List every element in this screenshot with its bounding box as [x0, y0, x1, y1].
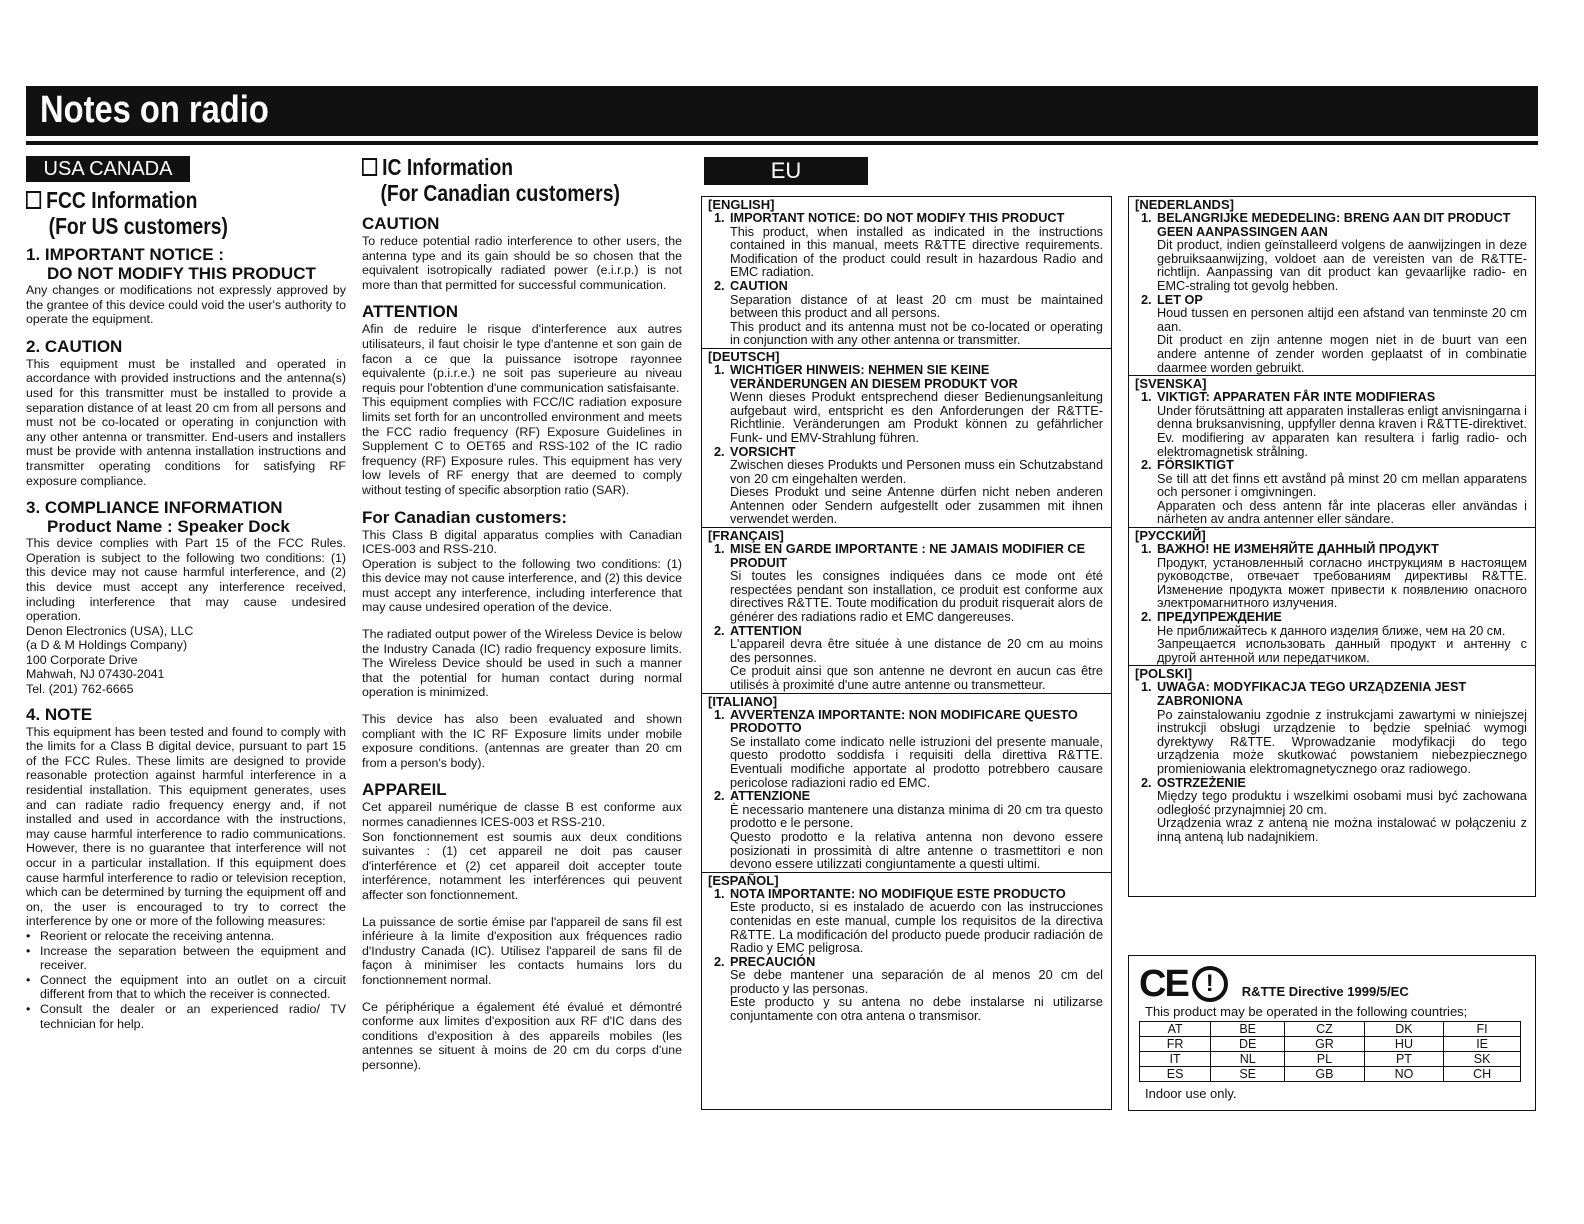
ce-mark-icon: CE	[1139, 962, 1188, 1005]
item-content	[730, 446, 1103, 528]
alert-class-icon: !	[1192, 966, 1228, 1002]
item-body: Se installato come indicato nelle istruzioni del presente manuale, questo prodotto soddisfa i requisiti della direttiva R&TTE. Eventuali modifiche apportate al prodotto potrebbero causare pericolose radiazioni radio ed EMC.	[730, 734, 1103, 790]
country-cell: DK	[1364, 1022, 1444, 1037]
appareil-body: Cet appareil numérique de classe B est conforme aux normes canadiennes ICES-003 et RSS-210.	[362, 800, 682, 829]
item-content	[730, 888, 1103, 956]
item-number: 2.	[714, 789, 725, 804]
item-number: 1.	[714, 542, 725, 557]
item-body: Este producto y su antena no debe instalarse ni utilizarse conjuntamente con otra antena o transmisor.	[730, 995, 1103, 1024]
numbered-item	[714, 956, 1103, 1024]
item-title: CAUTION	[730, 278, 788, 293]
country-row	[1140, 1037, 1521, 1052]
country-cell: NL	[1211, 1052, 1285, 1067]
item-body: Zwischen dieses Produkts und Personen muss ein Schutzabstand von 20 cm eingehalten werden.	[730, 458, 1103, 486]
item-content	[1157, 391, 1527, 459]
item-body: Under förutsättning att apparaten installeras enligt anvisningarna i denna bruksanvisning, uppfyller denna kraven i R&TTE-direktivet. Ev. modifiering av apparaten kan resultera i farlig radio- och elektromagnetisk strålning.	[1157, 403, 1527, 459]
item-number: 1.	[1141, 680, 1152, 695]
item-body: È necessario mantenere una distanza minima di 20 cm tra questo prodotto e le persone.	[730, 802, 1103, 831]
item-body: Se debe mantener una separación de al menos 20 cm del producto y las personas.	[730, 968, 1103, 996]
item-title: AVVERTENZA IMPORTANTE: NON MODIFICARE QUESTO PRODOTTO	[730, 707, 1078, 736]
list-item: • Increase the separation between the equipment and receiver.	[26, 944, 346, 973]
language-block	[1129, 543, 1535, 665]
compliance-body: This device complies with Part 15 of the FCC Rules. Operation is subject to the following two conditions: (1) this device may not cause harmful interference, and (2) this device must accept any interference received, including interference that may cause undesired operation.	[26, 536, 346, 624]
attention-body: This equipment complies with FCC/IC radiation exposure limits set forth for an uncontrolled environment and meets the FCC radio frequency (RF) Exposure Guidelines in Supplement C to OET65 and RSS-102 of the IC radio frequency (RF) Exposure rules. This equipment has very low levels of RF energy that are deemed to comply without testing of specific absorption ratio (SAR).	[362, 395, 682, 497]
appareil-body: Son fonctionnement est soumis aux deux conditions suivantes : (1) cet appareil ne doit pas causer d'interférence et (2) cet appareil doit accepter toute interférence, notamment les interférences qui peuvent affecter son fonctionnement.	[362, 829, 682, 902]
item-content	[1157, 543, 1527, 611]
fcc-column	[26, 188, 346, 1031]
note-heading: 4. NOTE	[26, 704, 93, 724]
numbered-item	[1141, 777, 1527, 845]
item-number: 2.	[1141, 458, 1152, 473]
appareil-body: Ce périphérique a également été évalué et démontré conforme aux limites d'exposition aux RF d'IC dans des conditions d'exposition à des appareils mobiles (les antennes se situent à moins de 20 cm du corps d'une personne).	[362, 999, 682, 1072]
country-cell: DE	[1211, 1037, 1285, 1052]
appareil-body: La puissance de sortie émise par l'appareil de sans fil est inférieure à la limite d'exposition aux fréquences radio d'Industry Canada (IC). Utilisez l'appareil de sans fil de façon à minimiser les contacts humains lors du fonctionnement normal.	[362, 914, 682, 987]
item-body: Ce produit ainsi que son antenne ne devront en aucun cas être utilisés à proximité d'une autre antenne ou transmetteur.	[730, 664, 1103, 692]
item-content	[1157, 294, 1527, 376]
caution-body: To reduce potential radio interference to other users, the antenna type and its gain should be so chosen that the equivalent isotropically radiated power (e.i.r.p.) is not more than that permitted for successful communication.	[362, 234, 682, 292]
item-body: This product and its antenna must not be co-located or operating in conjunction with any other antenna or transmitter.	[730, 319, 1103, 348]
item-number: 1.	[714, 886, 725, 901]
address-phone: Tel. (201) 762-6665	[26, 682, 134, 697]
measures-list	[26, 929, 346, 1031]
country-cell: ES	[1140, 1067, 1211, 1082]
language-header: [POLSKI]	[1129, 665, 1535, 681]
caution-body: This equipment must be installed and operated in accordance with provided instructions and the antenna(s) used for this transmitter must be installed to provide a separation distance of at least 20 cm from all persons and must not be co-located or operating in conjunction with any other antenna or transmitter. End-users and installers must be provide with antenna installation instructions and transmitter operating conditions for satisfying RF exposure compliance.	[26, 356, 346, 488]
item-body: Dieses Produkt und seine Antenne dürfen nicht neben anderen Antennen oder Sendern aufgestellt oder zusammen mit ihnen verwendet werden.	[730, 485, 1103, 527]
item-content	[730, 956, 1103, 1024]
numbered-item	[1141, 459, 1527, 527]
list-item: • Consult the dealer or an experienced radio/ TV technician for help.	[26, 1002, 346, 1031]
item-number: 2.	[1141, 292, 1152, 307]
header-rule	[26, 141, 1538, 145]
item-number: 2.	[714, 623, 725, 638]
address-line: (a D & M Holdings Company)	[26, 638, 188, 653]
language-block	[1129, 681, 1535, 844]
country-cell: PT	[1364, 1052, 1444, 1067]
directive-label: R&TTE Directive 1999/5/EC	[1241, 983, 1409, 999]
address-line: Mahwah, NJ 07430-2041	[26, 667, 165, 682]
item-title: MISE EN GARDE IMPORTANTE : NE JAMAIS MODIFIER CE PRODUIT	[730, 542, 1086, 570]
numbered-item	[714, 709, 1103, 791]
fcc-title: FCC Information	[26, 188, 295, 213]
item-title: ВАЖНО! НЕ ИЗМЕНЯЙТЕ ДАННЫЙ ПРОДУКТ	[1157, 542, 1439, 557]
caution-heading: 2. CAUTION	[26, 336, 123, 356]
fcc-subtitle: (For US customers)	[48, 213, 228, 239]
country-row	[1140, 1022, 1521, 1037]
item-body: Apparaten och dess antenn får inte placeras eller användas i närheten av andra antenner eller sändare.	[1157, 498, 1527, 527]
checkbox-icon	[26, 191, 41, 209]
item-content	[730, 543, 1103, 625]
appareil-heading: APPAREIL	[362, 780, 447, 800]
item-body: Este producto, si es instalado de acuerdo con las instrucciones contenidas en este manual, cumple los requisitos de la directiva R&TTE. La modificación del producto puede producir radiación de Radio y EMC peligrosa.	[730, 900, 1103, 956]
ic-subtitle: (For Canadian customers)	[380, 180, 620, 206]
item-body: Urządzenia wraz z anteną nie można instalować w połączeniu z inną anteną lub nadajnikiem.	[1157, 816, 1527, 844]
item-title: NOTA IMPORTANTE: NO MODIFIQUE ESTE PRODUCTO	[730, 886, 1066, 901]
item-body: Запрещается использовать данный продукт и антенну с другой антенной или передатчиком.	[1157, 637, 1527, 665]
language-block	[1129, 212, 1535, 375]
item-content	[730, 625, 1103, 693]
item-body: Wenn dieses Produkt entsprechend dieser Bedienungsanleitung aufgebaut wird, entspricht es den Anforderungen der R&TTE-Richtlinie. Veränderungen am Produkt können zu gefährlicher Funk- und EMV-Strahlung führen.	[730, 390, 1103, 445]
item-body: Не приближайтесь к данного изделия ближе, чем на 20 см.	[1157, 623, 1506, 638]
item-number: 1.	[1141, 390, 1152, 405]
country-cell: BE	[1211, 1022, 1285, 1037]
product-name: Product Name : Speaker Dock	[47, 517, 290, 537]
ic-column	[362, 155, 682, 1073]
item-title: FÖRSIKTIGT	[1157, 458, 1234, 473]
item-number: 2.	[714, 954, 725, 969]
checkbox-icon	[362, 158, 377, 176]
item-title: ПРЕДУПРЕЖДЕНИЕ	[1157, 610, 1282, 625]
indoor-note: Indoor use only.	[1145, 1086, 1237, 1101]
note-body: This equipment has been tested and found to comply with the limits for a Class B digital device, pursuant to part 15 of the FCC Rules. These limits are designed to provide reasonable protection against harmful interference in a residential installation. This equipment generates, uses and can radiate radio frequency energy and, if not installed and used in accordance with the instructions, may cause harmful interference to radio communications. However, there is no guarantee that interference will not occur in a particular installation. If this equipment does cause harmful interference to radio or television reception, which can be determined by turning the equipment off and on, the user is encouraged to try to correct the interference by one or more of the following measures:	[26, 724, 346, 929]
ic-title: IC Information	[362, 155, 631, 180]
language-block	[702, 543, 1111, 693]
item-number: 2.	[1141, 775, 1152, 790]
canadian-body: This device has also been evaluated and shown compliant with the IC RF Exposure limits under mobile exposure conditions. (antennas are greater than 20 cm from a person's body).	[362, 712, 682, 770]
numbered-item	[714, 625, 1103, 693]
page-title: Notes on radio	[40, 89, 269, 131]
address-line: 100 Corporate Drive	[26, 652, 138, 667]
item-body: This product, when installed as indicated in the instructions contained in this manual, meets R&TTE directive requirements. Modification of the product could result in hazardous Radio and EMC radiation.	[730, 224, 1103, 280]
eu-languages-left	[701, 196, 1112, 1110]
item-content	[1157, 459, 1527, 527]
canadian-heading: For Canadian customers:	[362, 507, 567, 527]
list-item: • Connect the equipment into an outlet on a circuit different from that to which the receiver is connected.	[26, 973, 346, 1002]
item-title: ATTENTION	[730, 623, 802, 638]
notice-body: Any changes or modifications not expressly approved by the grantee of this device could void the user's authority to operate the equipment.	[26, 283, 346, 327]
item-content	[730, 790, 1103, 872]
item-number: 1.	[1141, 542, 1152, 557]
item-body: Dit product, indien geïnstalleerd volgens de aanwijzingen in deze gebruiksaanwijzing, voldoet aan de vereisten van de R&TTE-richtlijn. Aanpassing van dit product kan gevaarlijke radio- en EMC-straling tot gevolg hebben.	[1157, 238, 1527, 293]
language-header: [ITALIANO]	[702, 693, 1111, 709]
item-content	[730, 364, 1103, 446]
country-cell: FI	[1444, 1022, 1521, 1037]
numbered-item	[1141, 294, 1527, 376]
item-body: Si toutes les consignes indiquées dans ce mode ont été respectées pendant son installation, ce produit est conforme aux directives R&TTE. Toute modification du produit risquerait alors de générer des radiations radio et EMC dangereuses.	[730, 569, 1103, 625]
item-title: OSTRZEŻENIE	[1157, 775, 1246, 790]
numbered-item	[1141, 543, 1527, 611]
country-cell: IT	[1140, 1052, 1211, 1067]
ce-logo-row	[1139, 964, 1409, 1004]
notice-heading: 1. IMPORTANT NOTICE :	[26, 245, 225, 264]
numbered-item	[714, 790, 1103, 872]
countries-intro: This product may be operated in the following countries;	[1145, 1004, 1468, 1019]
language-header: [РУССКИЙ]	[1129, 527, 1535, 543]
item-title: VIKTIGT: APPARATEN FÅR INTE MODIFIERAS	[1157, 390, 1436, 405]
ce-marking-box	[1128, 955, 1536, 1111]
item-content	[1157, 611, 1527, 665]
canadian-body: Operation is subject to the following two conditions: (1) this device may not cause interference, and (2) this device must accept any interference, including interference that may cause undesired operation of the device.	[362, 556, 682, 615]
numbered-item	[714, 446, 1103, 528]
caution-heading: CAUTION	[362, 214, 440, 233]
language-header: [ESPAÑOL]	[702, 872, 1111, 888]
item-body: Między tego produktu i wszelkimi osobami musi być zachowana odległość przynajmniej 20 cm.	[1157, 789, 1527, 817]
compliance-heading: 3. COMPLIANCE INFORMATION	[26, 498, 283, 518]
numbered-item	[714, 364, 1103, 446]
item-number: 1.	[714, 707, 725, 722]
item-body: Questo prodotto e la relativa antenna non devono essere posizionati in prossimità di altre antenne o trasmettitori e non devono essere utilizzati congiuntamente a questi ultimi.	[730, 829, 1103, 872]
language-header: [DEUTSCH]	[702, 348, 1111, 364]
country-cell: IE	[1444, 1037, 1521, 1052]
item-content	[1157, 681, 1527, 776]
country-cell: GB	[1285, 1067, 1365, 1082]
country-cell: FR	[1140, 1037, 1211, 1052]
item-body: Po zainstalowaniu zgodnie z instrukcjami zawartymi w niniejszej instrukcji obsługi urządzenie to będzie spełniać wymogi dyrektywy R&TTE. Wprowadzanie modyfikacji do tego urządzenia może skutkować powstaniem niebezpiecznego promieniowania elektromagnetycznego oraz radiowego.	[1157, 707, 1527, 776]
country-cell: CH	[1444, 1067, 1521, 1082]
item-title: BELANGRIJKE MEDEDELING: BRENG AAN DIT PRODUCT GEEN AANPASSINGEN AAN	[1157, 211, 1511, 239]
item-content	[730, 280, 1103, 348]
country-cell: PL	[1285, 1052, 1365, 1067]
country-cell: AT	[1140, 1022, 1211, 1037]
country-cell: SE	[1211, 1067, 1285, 1082]
item-content	[1157, 777, 1527, 845]
language-header: [NEDERLANDS]	[1135, 197, 1234, 212]
item-title: PRECAUCIÓN	[730, 954, 816, 969]
item-number: 1.	[1141, 211, 1152, 225]
numbered-item	[1141, 611, 1527, 665]
item-content	[1157, 212, 1527, 294]
item-title: WICHTIGER HINWEIS: NEHMEN SIE KEINE VERÄNDERUNGEN AN DIESEM PRODUKT VOR	[730, 362, 1018, 391]
numbered-item	[714, 280, 1103, 348]
item-content	[730, 709, 1103, 791]
country-cell: NO	[1364, 1067, 1444, 1082]
notice-heading-2: DO NOT MODIFY THIS PRODUCT	[47, 264, 316, 283]
country-table	[1139, 1021, 1521, 1082]
language-header: [FRANÇAIS]	[702, 527, 1111, 543]
item-body: L'appareil devra être située à une distance de 20 cm au moins des personnes.	[730, 637, 1103, 665]
item-body: Dit product en zijn antenne mogen niet in de buurt van een andere antenne of zender worden geplaatst of in combinatie daarmee worden gebruikt.	[1157, 333, 1527, 375]
canadian-body: The radiated output power of the Wireless Device is below the Industry Canada (IC) radio frequency exposure limits. The Wireless Device should be used in such a manner that the potential for human contact during normal operation is minimized.	[362, 627, 682, 700]
item-number: 2.	[714, 278, 725, 293]
country-cell: CZ	[1285, 1022, 1365, 1037]
language-header: [SVENSKA]	[1129, 375, 1535, 391]
language-block	[1129, 391, 1535, 527]
numbered-item	[1141, 212, 1527, 294]
item-title: LET OP	[1157, 292, 1203, 307]
item-title: IMPORTANT NOTICE: DO NOT MODIFY THIS PRODUCT	[730, 211, 1065, 225]
language-block	[702, 709, 1111, 872]
language-block	[702, 212, 1111, 348]
attention-heading: ATTENTION	[362, 302, 459, 322]
attention-body: Afin de reduire le risque d'interference aux autres utilisateurs, il faut choisir le type d'antenne et son gain de facon a ce que la puissance isotrope rayonnee equivalente (p.i.r.e.) ne soit pas superieure au niveau requis pour l'obtention d'une communication satisfaisante.	[362, 322, 682, 395]
language-block	[702, 888, 1111, 1024]
numbered-item	[1141, 681, 1527, 776]
numbered-item	[1141, 391, 1527, 459]
address-line: Denon Electronics (USA), LLC	[26, 623, 194, 638]
country-cell: GR	[1285, 1037, 1365, 1052]
item-number: 1.	[714, 211, 725, 225]
usa-canada-tag: USA CANADA	[26, 156, 190, 182]
eu-tag: EU	[704, 157, 868, 185]
item-number: 2.	[714, 444, 725, 459]
list-item: • Reorient or relocate the receiving antenna.	[26, 929, 346, 944]
country-row	[1140, 1067, 1521, 1082]
country-row	[1140, 1052, 1521, 1067]
header-banner	[26, 86, 1538, 136]
item-title: UWAGA: MODYFIKACJA TEGO URZĄDZENIA JEST ZABRONIONA	[1157, 680, 1467, 708]
numbered-item	[714, 212, 1103, 280]
numbered-item	[714, 543, 1103, 625]
language-block	[702, 364, 1111, 527]
item-body: Se till att det finns ett avstånd på minst 20 cm mellan apparatens och personer i omgivningen.	[1157, 471, 1527, 500]
item-content	[730, 212, 1103, 280]
country-cell: HU	[1364, 1037, 1444, 1052]
canadian-body: This Class B digital apparatus complies with Canadian ICES-003 and RSS-210.	[362, 527, 682, 557]
item-number: 2.	[1141, 610, 1152, 625]
item-title: VORSICHT	[730, 444, 796, 459]
item-body: Houd tussen en personen altijd een afstand van tenminste 20 cm aan.	[1157, 306, 1527, 334]
language-header: [ENGLISH]	[708, 197, 775, 212]
country-table-wrap	[1129, 1021, 1521, 1082]
item-title: ATTENZIONE	[730, 789, 811, 804]
numbered-item	[714, 888, 1103, 956]
item-number: 1.	[714, 362, 725, 377]
eu-languages-right	[1128, 196, 1536, 897]
item-body: Продукт, установленный согласно инструкциям в настоящем руководстве, отвечает требованиям директивы R&TTE. Изменение продукта может привести к появлению опасного электромагнитного излучения.	[1157, 555, 1527, 611]
country-cell: SK	[1444, 1052, 1521, 1067]
item-body: Separation distance of at least 20 cm must be maintained between this product and all persons.	[730, 292, 1103, 321]
